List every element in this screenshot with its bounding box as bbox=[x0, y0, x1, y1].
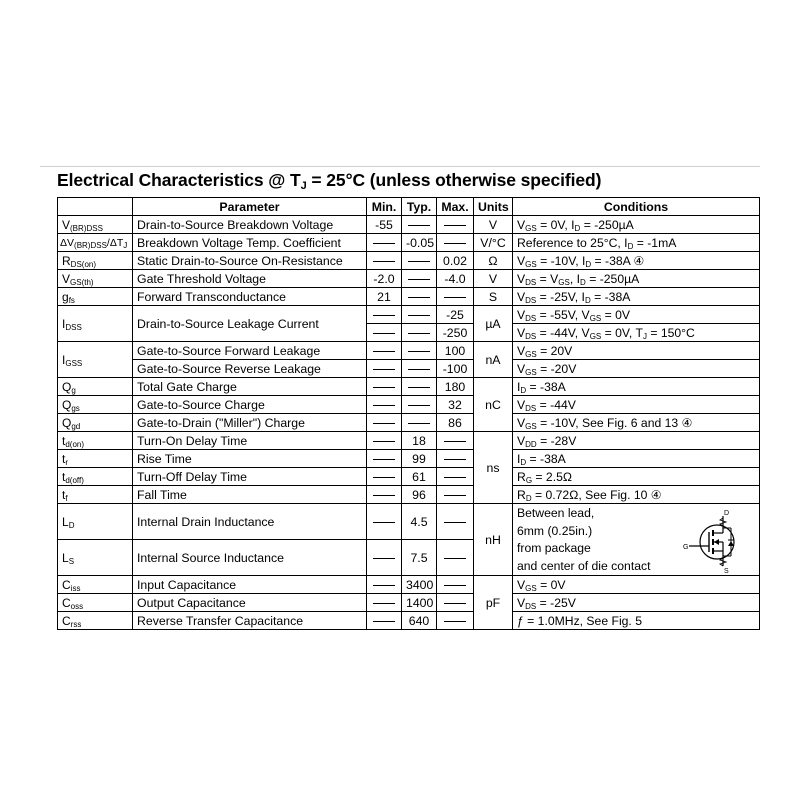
dash-mark bbox=[373, 558, 395, 559]
parameter-cell: Forward Transconductance bbox=[133, 288, 367, 306]
dash-mark bbox=[373, 405, 395, 406]
min-cell: -55 bbox=[367, 216, 402, 234]
min-cell bbox=[367, 486, 402, 504]
typ-cell: 640 bbox=[402, 612, 437, 630]
unit-cell: nA bbox=[474, 342, 513, 378]
electrical-characteristics-table bbox=[57, 197, 760, 630]
min-cell bbox=[367, 468, 402, 486]
symbol-cell: $Q_g$ bbox=[58, 378, 133, 396]
parameter-cell: Fall Time bbox=[133, 486, 367, 504]
table-row bbox=[58, 234, 760, 252]
max-cell bbox=[437, 576, 474, 594]
parameter-cell: Static Drain-to-Source On-Resistance bbox=[133, 252, 367, 270]
unit-cell: ns bbox=[474, 432, 513, 504]
mosfet-label-s: S bbox=[724, 568, 729, 574]
header-parameter: Parameter bbox=[133, 198, 367, 216]
max-cell bbox=[437, 468, 474, 486]
unit-cell: nC bbox=[474, 378, 513, 432]
dash-mark bbox=[373, 333, 395, 334]
conditions-cell: $V_{DS} = -25V$ bbox=[513, 594, 760, 612]
dash-mark bbox=[408, 297, 430, 298]
min-cell bbox=[367, 450, 402, 468]
max-cell: 180 bbox=[437, 378, 474, 396]
table-row bbox=[58, 270, 760, 288]
dash-mark bbox=[408, 423, 430, 424]
symbol-cell: $I_{DSS}$ bbox=[58, 306, 133, 342]
table-row bbox=[58, 450, 760, 468]
dash-mark bbox=[408, 333, 430, 334]
typ-cell: -0.05 bbox=[402, 234, 437, 252]
symbol-cell: $V_{(BR)DSS}$ bbox=[58, 216, 133, 234]
conditions-cell: $V_{DS} = V_{GS}$, $I_D = -250\mu A$ bbox=[513, 270, 760, 288]
max-cell bbox=[437, 234, 474, 252]
symbol-cell: $V_{GS(th)}$ bbox=[58, 270, 133, 288]
table-row bbox=[58, 612, 760, 630]
table-row bbox=[58, 360, 760, 378]
symbol-cell: $Q_{gd}$ bbox=[58, 414, 133, 432]
max-cell: 0.02 bbox=[437, 252, 474, 270]
typ-cell bbox=[402, 270, 437, 288]
mosfet-label-g: G bbox=[683, 544, 689, 551]
symbol-cell: $t_r$ bbox=[58, 450, 133, 468]
dash-mark bbox=[408, 405, 430, 406]
header-max: Max. bbox=[437, 198, 474, 216]
typ-cell: 1400 bbox=[402, 594, 437, 612]
table-row bbox=[58, 396, 760, 414]
dash-mark bbox=[408, 387, 430, 388]
min-cell bbox=[367, 504, 402, 540]
dash-mark bbox=[408, 261, 430, 262]
dash-mark bbox=[373, 459, 395, 460]
max-cell: 86 bbox=[437, 414, 474, 432]
typ-cell bbox=[402, 360, 437, 378]
dash-mark bbox=[373, 351, 395, 352]
max-cell bbox=[437, 432, 474, 450]
conditions-cell: $R_G = 2.5\Omega$ bbox=[513, 468, 760, 486]
unit-cell: nH bbox=[474, 504, 513, 576]
unit-cell: pF bbox=[474, 576, 513, 630]
parameter-cell: Drain-to-Source Breakdown Voltage bbox=[133, 216, 367, 234]
dash-mark bbox=[408, 225, 430, 226]
conditions-cell: $I_D = -38A$ bbox=[513, 378, 760, 396]
table-row bbox=[58, 288, 760, 306]
table-row bbox=[58, 306, 760, 324]
typ-cell: 3400 bbox=[402, 576, 437, 594]
dash-mark bbox=[408, 369, 430, 370]
table-row bbox=[58, 432, 760, 450]
dash-mark bbox=[444, 243, 466, 244]
max-cell: -250 bbox=[437, 324, 474, 342]
table-row bbox=[58, 486, 760, 504]
min-cell bbox=[367, 576, 402, 594]
dash-mark bbox=[373, 387, 395, 388]
min-cell bbox=[367, 432, 402, 450]
parameter-cell: Internal Source Inductance bbox=[133, 540, 367, 576]
header-min: Min. bbox=[367, 198, 402, 216]
table-row bbox=[58, 504, 760, 540]
top-rule bbox=[40, 166, 760, 167]
table-row bbox=[58, 576, 760, 594]
conditions-cell: $V_{GS} = 0V$ bbox=[513, 576, 760, 594]
parameter-cell: Rise Time bbox=[133, 450, 367, 468]
symbol-cell: $t_{d(off)}$ bbox=[58, 468, 133, 486]
conditions-cell: $V_{DS} = -55V$, $V_{GS} = 0V$ bbox=[513, 306, 760, 324]
symbol-cell: $Q_{gs}$ bbox=[58, 396, 133, 414]
symbol-cell: $C_{oss}$ bbox=[58, 594, 133, 612]
min-cell: -2.0 bbox=[367, 270, 402, 288]
max-cell: 100 bbox=[437, 342, 474, 360]
parameter-cell: Output Capacitance bbox=[133, 594, 367, 612]
dash-mark bbox=[373, 261, 395, 262]
p-channel-mosfet-symbol-icon bbox=[683, 508, 749, 574]
dash-mark bbox=[444, 558, 466, 559]
typ-cell bbox=[402, 306, 437, 324]
dash-mark bbox=[444, 621, 466, 622]
symbol-cell: $R_{DS(on)}$ bbox=[58, 252, 133, 270]
unit-cell: Ω bbox=[474, 252, 513, 270]
dash-mark bbox=[444, 477, 466, 478]
symbol-cell: $\Delta V_{(BR)DSS}/\Delta T_J$ bbox=[58, 234, 133, 252]
conditions-cell: $V_{GS} = 20V$ bbox=[513, 342, 760, 360]
dash-mark bbox=[408, 279, 430, 280]
max-cell: -25 bbox=[437, 306, 474, 324]
max-cell bbox=[437, 216, 474, 234]
min-cell bbox=[367, 234, 402, 252]
dash-mark bbox=[373, 585, 395, 586]
header-typ: Typ. bbox=[402, 198, 437, 216]
max-cell bbox=[437, 504, 474, 540]
dash-mark bbox=[373, 477, 395, 478]
table-row bbox=[58, 216, 760, 234]
dash-mark bbox=[444, 603, 466, 604]
min-cell bbox=[367, 306, 402, 324]
parameter-cell: Turn-Off Delay Time bbox=[133, 468, 367, 486]
symbol-cell: $g_{fs}$ bbox=[58, 288, 133, 306]
min-cell bbox=[367, 594, 402, 612]
dash-mark bbox=[373, 369, 395, 370]
table-row bbox=[58, 414, 760, 432]
symbol-cell: $I_{GSS}$ bbox=[58, 342, 133, 378]
header-conditions: Conditions bbox=[513, 198, 760, 216]
dash-mark bbox=[373, 495, 395, 496]
unit-cell: V bbox=[474, 270, 513, 288]
symbol-cell: $L_D$ bbox=[58, 504, 133, 540]
conditions-cell: $V_{GS} = 0V$, $I_D = -250\mu A$ bbox=[513, 216, 760, 234]
conditions-cell: $V_{GS} = -10V$, See Fig. 6 and 13 ④ bbox=[513, 414, 760, 432]
parameter-cell: Gate Threshold Voltage bbox=[133, 270, 367, 288]
table-row bbox=[58, 252, 760, 270]
typ-cell: 96 bbox=[402, 486, 437, 504]
max-cell bbox=[437, 486, 474, 504]
dash-mark bbox=[373, 315, 395, 316]
dash-mark bbox=[373, 441, 395, 442]
symbol-cell: $t_f$ bbox=[58, 486, 133, 504]
max-cell: -4.0 bbox=[437, 270, 474, 288]
symbol-cell: $C_{iss}$ bbox=[58, 576, 133, 594]
parameter-cell: Gate-to-Source Reverse Leakage bbox=[133, 360, 367, 378]
typ-cell bbox=[402, 342, 437, 360]
min-cell bbox=[367, 378, 402, 396]
conditions-cell: $V_{DD} = -28V$ bbox=[513, 432, 760, 450]
dash-mark bbox=[444, 522, 466, 523]
max-cell: 32 bbox=[437, 396, 474, 414]
min-cell bbox=[367, 252, 402, 270]
unit-cell: V/°C bbox=[474, 234, 513, 252]
lead-note-line: Between lead, bbox=[517, 506, 595, 520]
max-cell bbox=[437, 594, 474, 612]
lead-note-line: and center of die contact bbox=[517, 558, 651, 573]
lead-note-line: from package bbox=[517, 541, 591, 555]
typ-cell bbox=[402, 396, 437, 414]
table-row bbox=[58, 342, 760, 360]
unit-cell: V bbox=[474, 216, 513, 234]
dash-mark bbox=[444, 297, 466, 298]
symbol-cell: $C_{rss}$ bbox=[58, 612, 133, 630]
parameter-cell: Turn-On Delay Time bbox=[133, 432, 367, 450]
lead-note-line: 6mm (0.25in.) bbox=[517, 523, 593, 538]
conditions-cell: $V_{GS} = -10V$, $I_D = -38A$ ④ bbox=[513, 252, 760, 270]
typ-cell bbox=[402, 216, 437, 234]
conditions-cell: $V_{GS} = -20V$ bbox=[513, 360, 760, 378]
min-cell bbox=[367, 342, 402, 360]
dash-mark bbox=[373, 522, 395, 523]
min-cell bbox=[367, 414, 402, 432]
typ-cell: 18 bbox=[402, 432, 437, 450]
conditions-cell: Reference to 25°C, $I_D = -1mA$ bbox=[513, 234, 760, 252]
conditions-cell: ƒ = 1.0MHz, See Fig. 5 bbox=[513, 612, 760, 630]
dash-mark bbox=[444, 225, 466, 226]
parameter-cell: Reverse Transfer Capacitance bbox=[133, 612, 367, 630]
parameter-cell: Total Gate Charge bbox=[133, 378, 367, 396]
max-cell bbox=[437, 288, 474, 306]
typ-cell: 4.5 bbox=[402, 504, 437, 540]
unit-cell: S bbox=[474, 288, 513, 306]
dash-mark bbox=[444, 585, 466, 586]
parameter-cell: Breakdown Voltage Temp. Coefficient bbox=[133, 234, 367, 252]
dash-mark bbox=[444, 495, 466, 496]
dash-mark bbox=[373, 243, 395, 244]
dash-mark bbox=[373, 603, 395, 604]
max-cell bbox=[437, 540, 474, 576]
typ-cell bbox=[402, 252, 437, 270]
max-cell: -100 bbox=[437, 360, 474, 378]
parameter-cell: Gate-to-Source Charge bbox=[133, 396, 367, 414]
typ-cell bbox=[402, 288, 437, 306]
mosfet-label-d: D bbox=[724, 510, 730, 517]
min-cell bbox=[367, 540, 402, 576]
min-cell bbox=[367, 324, 402, 342]
table-row bbox=[58, 378, 760, 396]
parameter-cell: Input Capacitance bbox=[133, 576, 367, 594]
conditions-cell: $V_{DS} = -44V$, $V_{GS} = 0V$, $T_J = 150^\circ C$ bbox=[513, 324, 760, 342]
typ-cell bbox=[402, 324, 437, 342]
parameter-cell: Internal Drain Inductance bbox=[133, 504, 367, 540]
typ-cell bbox=[402, 414, 437, 432]
table-row bbox=[58, 594, 760, 612]
min-cell: 21 bbox=[367, 288, 402, 306]
conditions-cell: $I_D = -38A$ bbox=[513, 450, 760, 468]
conditions-cell: $V_{DS} = -44V$ bbox=[513, 396, 760, 414]
conditions-cell: $R_D = 0.72\Omega$, See Fig. 10 ④ bbox=[513, 486, 760, 504]
dash-mark bbox=[408, 315, 430, 316]
parameter-cell: Gate-to-Source Forward Leakage bbox=[133, 342, 367, 360]
dash-mark bbox=[373, 423, 395, 424]
typ-cell: 7.5 bbox=[402, 540, 437, 576]
header-symbol bbox=[58, 198, 133, 216]
conditions-cell: $V_{DS} = -25V$, $I_D = -38A$ bbox=[513, 288, 760, 306]
max-cell bbox=[437, 450, 474, 468]
typ-cell: 61 bbox=[402, 468, 437, 486]
symbol-cell: $L_S$ bbox=[58, 540, 133, 576]
max-cell bbox=[437, 612, 474, 630]
unit-cell: µA bbox=[474, 306, 513, 342]
min-cell bbox=[367, 396, 402, 414]
min-cell bbox=[367, 360, 402, 378]
typ-cell: 99 bbox=[402, 450, 437, 468]
dash-mark bbox=[408, 351, 430, 352]
page-title: Electrical Characteristics @ $T_J = 25^\circ C$ (unless otherwise specified) bbox=[57, 170, 602, 192]
dash-mark bbox=[444, 459, 466, 460]
parameter-cell: Gate-to-Drain ("Miller") Charge bbox=[133, 414, 367, 432]
header-row bbox=[58, 198, 760, 216]
table-row bbox=[58, 468, 760, 486]
typ-cell bbox=[402, 378, 437, 396]
dash-mark bbox=[373, 621, 395, 622]
parameter-cell: Drain-to-Source Leakage Current bbox=[133, 306, 367, 342]
symbol-cell: $t_{d(on)}$ bbox=[58, 432, 133, 450]
header-units: Units bbox=[474, 198, 513, 216]
dash-mark bbox=[444, 441, 466, 442]
lead-note-cell bbox=[513, 504, 760, 576]
min-cell bbox=[367, 612, 402, 630]
